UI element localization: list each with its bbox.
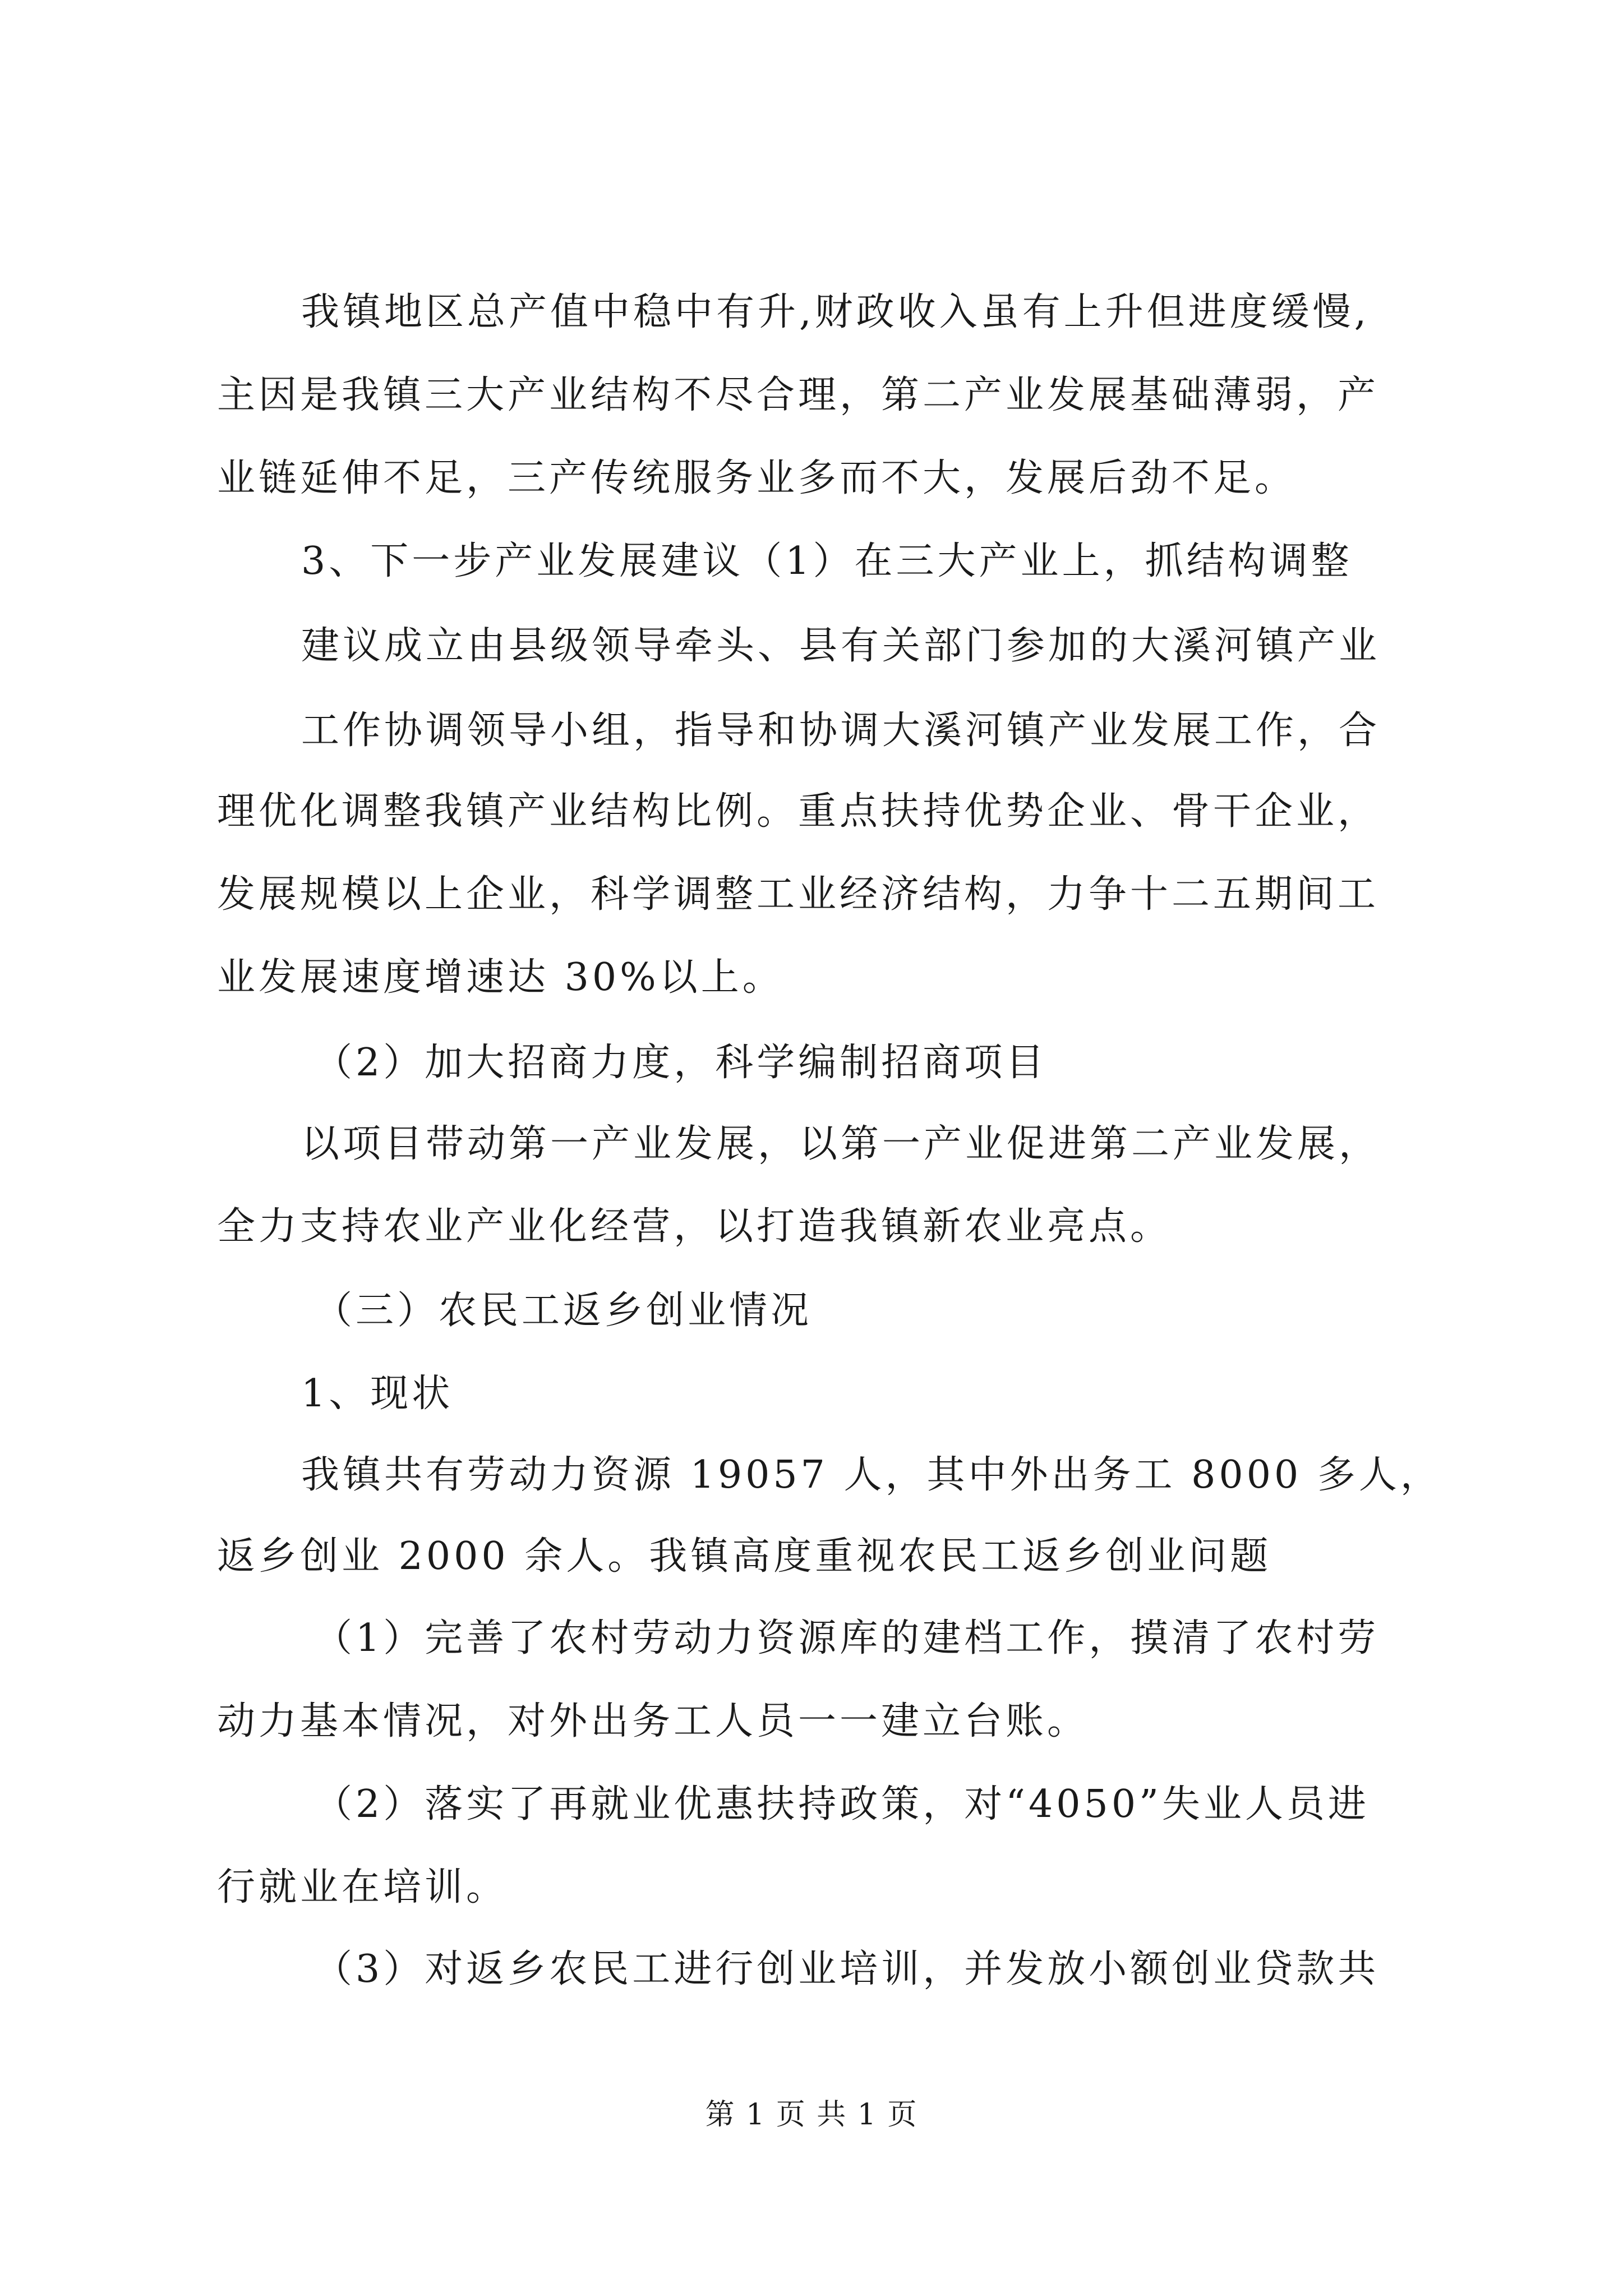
section-subheading: 1、现状 (301, 1372, 454, 1416)
paragraph-line: 建议成立由县级领导牵头、县有关部门参加的大溪河镇产业 (301, 624, 1381, 668)
paragraph-line: （2）落实了再就业优惠扶持政策，对“4050”失业人员进 (314, 1782, 1370, 1826)
section-heading: （三）农民工返乡创业情况 (314, 1289, 813, 1333)
paragraph-line: 理优化调整我镇产业结构比例。重点扶持优势企业、骨干企业， (217, 789, 1380, 834)
paragraph-line: 以项目带动第一产业发展，以第一产业促进第二产业发展， (301, 1122, 1381, 1166)
paragraph-line: （2）加大招商力度，科学编制招商项目 (314, 1041, 1048, 1085)
paragraph-line: 返乡创业 2000 余人。我镇高度重视农民工返乡创业问题 (217, 1534, 1272, 1579)
paragraph-line: 主因是我镇三大产业结构不尽合理，第二产业发展基础薄弱，产 (217, 373, 1380, 417)
paragraph-line: 我镇共有劳动力资源 19057 人，其中外出务工 8000 多人， (301, 1453, 1442, 1497)
paragraph-line: 工作协调领导小组，指导和协调大溪河镇产业发展工作，合 (301, 708, 1381, 753)
paragraph-line: （3）对返乡农民工进行创业培训，并发放小额创业贷款共 (314, 1947, 1380, 1991)
paragraph-line: 业发展速度增速达 30%以上。 (217, 955, 784, 1000)
paragraph-line: 全力支持农业产业化经营，以打造我镇新农业亮点。 (217, 1204, 1172, 1249)
paragraph-line: 3、下一步产业发展建议（1）在三大产业上，抓结构调整 (301, 539, 1353, 583)
paragraph-line: 我镇地区总产值中稳中有升,财政收入虽有上升但进度缓慢, (301, 290, 1370, 334)
page-footer: 第 1 页 共 1 页 (705, 2098, 918, 2132)
paragraph-line: 发展规模以上企业，科学调整工业经济结构，力争十二五期间工 (217, 872, 1380, 917)
paragraph-line: （1）完善了农村劳动力资源库的建档工作，摸清了农村劳 (314, 1616, 1380, 1660)
paragraph-line: 行就业在培训。 (217, 1865, 508, 1910)
paragraph-line: 动力基本情况，对外出务工人员一一建立台账。 (217, 1699, 1089, 1743)
paragraph-line: 业链延伸不足，三产传统服务业多而不大，发展后劲不足。 (217, 456, 1297, 500)
